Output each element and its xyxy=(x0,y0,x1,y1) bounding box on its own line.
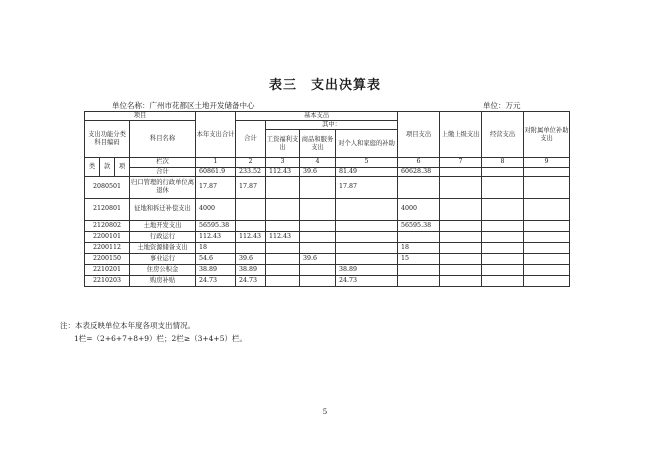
table-cell xyxy=(336,231,398,242)
table-cell: 38.89 xyxy=(336,264,398,275)
expenditure-table xyxy=(84,111,570,287)
table-cell: 112.43 xyxy=(266,231,300,242)
table-cell xyxy=(300,231,336,242)
table-cell xyxy=(398,275,440,286)
function-code-cell: 2120802 xyxy=(85,220,130,231)
table-cell: 39.6 xyxy=(300,253,336,264)
title-part-1: 表三 xyxy=(268,78,297,93)
table-cell xyxy=(524,242,570,253)
table-cell: 4000 xyxy=(398,198,440,220)
table-cell xyxy=(440,198,482,220)
col-num: 6 xyxy=(398,158,440,167)
table-cell: 112.43 xyxy=(196,231,236,242)
table-cell: 17.87 xyxy=(336,176,398,198)
table-cell: 38.89 xyxy=(236,264,266,275)
table-row xyxy=(85,242,570,253)
subject-name-cell: 土地资源储备支出 xyxy=(130,242,196,253)
function-code-cell: 2210201 xyxy=(85,264,130,275)
function-code-cell: 2200150 xyxy=(85,253,130,264)
table-cell xyxy=(300,198,336,220)
table-row xyxy=(85,231,570,242)
col-num: 9 xyxy=(524,158,570,167)
header-among: 其中： xyxy=(266,121,398,130)
title-part-2: 支出决算表 xyxy=(311,78,382,93)
table-cell: 39.6 xyxy=(236,253,266,264)
table-row xyxy=(85,253,570,264)
table-cell xyxy=(482,198,524,220)
table-cell: 112.43 xyxy=(266,167,300,176)
col-num: 1 xyxy=(196,158,236,167)
table-cell xyxy=(336,220,398,231)
unit-name: 单位名称：广州市花都区土地开发储备中心 xyxy=(112,101,255,110)
table-cell xyxy=(524,275,570,286)
table-cell: 24.73 xyxy=(336,275,398,286)
header-subject: 科目名称 xyxy=(130,121,196,158)
table-row xyxy=(85,198,570,220)
header-basic: 基本支出 xyxy=(236,112,398,121)
table-cell: 81.49 xyxy=(336,167,398,176)
table-cell xyxy=(440,220,482,231)
table-cell xyxy=(266,253,300,264)
total-label: 合计 xyxy=(130,167,196,176)
function-code-cell: 2120801 xyxy=(85,198,130,220)
table-cell xyxy=(266,176,300,198)
table-cell: 233.52 xyxy=(236,167,266,176)
table-cell xyxy=(266,220,300,231)
table-cell xyxy=(236,198,266,220)
table-cell xyxy=(482,220,524,231)
document-title xyxy=(0,74,650,93)
table-cell xyxy=(300,242,336,253)
header-total-year: 本年支出合计 xyxy=(196,112,236,158)
header-project-exp: 项目支出 xyxy=(398,112,440,158)
table-cell xyxy=(440,242,482,253)
note-line-1: 注：本表反映单位本年度各项支出情况。 xyxy=(60,321,195,330)
col-num: 7 xyxy=(440,158,482,167)
table-cell xyxy=(524,176,570,198)
table-row xyxy=(85,264,570,275)
header-personal: 对个人和家庭的补助 xyxy=(336,130,398,158)
table-row xyxy=(85,275,570,286)
table-cell: 4000 xyxy=(196,198,236,220)
table-cell xyxy=(236,220,266,231)
table-cell xyxy=(266,275,300,286)
table-cell xyxy=(300,176,336,198)
table-cell xyxy=(440,176,482,198)
table-cell xyxy=(236,242,266,253)
table-cell: 60628.38 xyxy=(398,167,440,176)
table-cell: 54.6 xyxy=(196,253,236,264)
table-cell xyxy=(440,231,482,242)
table-cell: 56595.38 xyxy=(196,220,236,231)
header-lei: 类 xyxy=(85,158,100,176)
table-cell: 56595.38 xyxy=(398,220,440,231)
header-business: 经营支出 xyxy=(482,112,524,158)
header-upper: 上缴上级支出 xyxy=(440,112,482,158)
subject-name-cell: 归口管理的行政单位离退休 xyxy=(130,176,196,198)
table-cell: 17.87 xyxy=(236,176,266,198)
table-cell xyxy=(336,198,398,220)
subject-name-cell: 住房公积金 xyxy=(130,264,196,275)
col-num: 5 xyxy=(336,158,398,167)
subject-name-cell: 土地开发支出 xyxy=(130,220,196,231)
table-cell xyxy=(398,231,440,242)
page-number: 5 xyxy=(322,408,328,416)
col-num: 8 xyxy=(482,158,524,167)
table-cell xyxy=(482,253,524,264)
table-cell xyxy=(266,242,300,253)
table-cell xyxy=(482,275,524,286)
table-cell: 24.73 xyxy=(236,275,266,286)
total-row xyxy=(85,167,570,176)
note-line-2: 1栏=（2+6+7+8+9）栏；2栏≥（3+4+5）栏。 xyxy=(74,334,247,343)
col-num: 2 xyxy=(236,158,266,167)
header-project: 项目 xyxy=(85,112,196,121)
table-cell xyxy=(482,231,524,242)
table-cell xyxy=(300,264,336,275)
table-cell: 112.43 xyxy=(236,231,266,242)
money-unit: 单位：万元 xyxy=(483,101,521,110)
table-row xyxy=(85,176,570,198)
function-code-cell: 2200112 xyxy=(85,242,130,253)
col-num: 4 xyxy=(300,158,336,167)
table-cell xyxy=(398,264,440,275)
table-cell: 39.6 xyxy=(300,167,336,176)
table-cell xyxy=(440,264,482,275)
table-cell xyxy=(266,198,300,220)
table-row xyxy=(85,220,570,231)
table-cell xyxy=(524,264,570,275)
table-cell xyxy=(524,167,570,176)
subject-name-cell: 征地和拆迁补偿支出 xyxy=(130,198,196,220)
table-cell xyxy=(524,231,570,242)
table-cell xyxy=(440,253,482,264)
table-cell: 18 xyxy=(196,242,236,253)
table-cell xyxy=(482,167,524,176)
header-kuan: 款 xyxy=(100,158,115,176)
table-cell xyxy=(482,242,524,253)
col-num: 3 xyxy=(266,158,300,167)
table-cell xyxy=(440,275,482,286)
table-cell: 17.87 xyxy=(196,176,236,198)
subject-name-cell: 事业运行 xyxy=(130,253,196,264)
function-code-cell: 2080501 xyxy=(85,176,130,198)
table-cell xyxy=(300,275,336,286)
table-cell: 60861.9 xyxy=(196,167,236,176)
function-code-cell: 2200101 xyxy=(85,231,130,242)
table-cell xyxy=(482,264,524,275)
table-cell xyxy=(398,176,440,198)
header-goods: 商品和服务支出 xyxy=(300,130,336,158)
table-cell: 38.89 xyxy=(196,264,236,275)
subject-name-cell: 购房补贴 xyxy=(130,275,196,286)
table-cell xyxy=(336,253,398,264)
table-cell xyxy=(336,242,398,253)
table-cell: 18 xyxy=(398,242,440,253)
table-cell xyxy=(524,253,570,264)
table-cell: 24.73 xyxy=(196,275,236,286)
table-cell: 15 xyxy=(398,253,440,264)
table-cell xyxy=(482,176,524,198)
header-subtotal: 合计 xyxy=(236,121,266,158)
table-cell xyxy=(524,220,570,231)
subject-name-cell: 行政运行 xyxy=(130,231,196,242)
header-xiang: 项 xyxy=(115,158,130,176)
table-cell xyxy=(440,167,482,176)
header-lanci: 栏次 xyxy=(130,158,196,167)
table-cell xyxy=(300,220,336,231)
header-subsidiary: 对附属单位补助支出 xyxy=(524,112,570,158)
table-cell xyxy=(266,264,300,275)
header-wages: 工资福利支出 xyxy=(266,130,300,158)
function-code-cell: 2210203 xyxy=(85,275,130,286)
header-func-code: 支出功能分类科目编码 xyxy=(85,121,130,158)
table-cell xyxy=(524,198,570,220)
